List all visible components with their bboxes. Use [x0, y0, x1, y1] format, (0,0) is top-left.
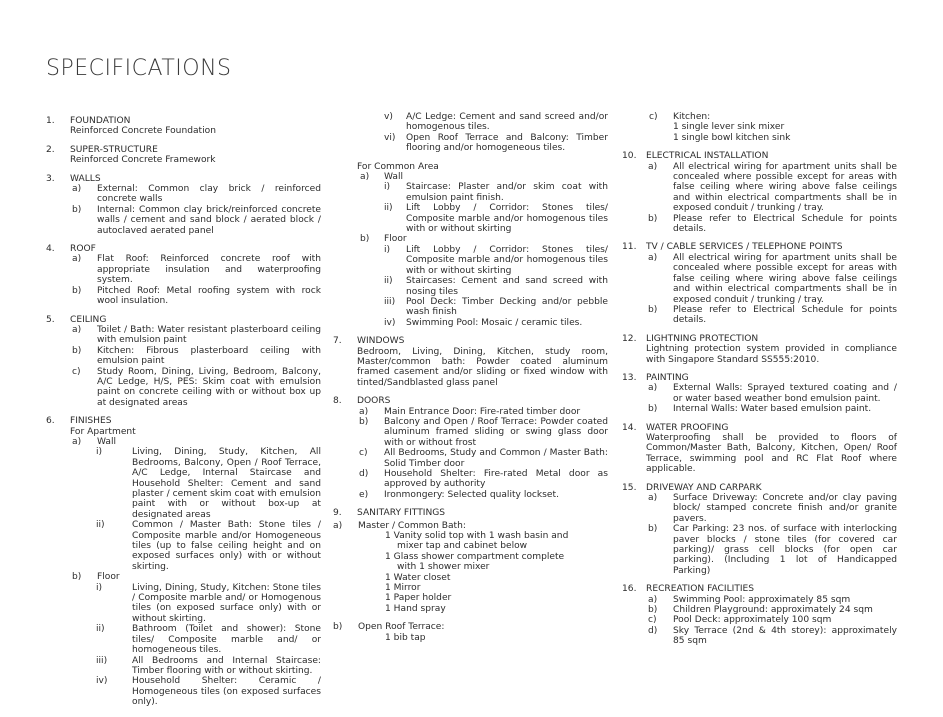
section-text: Bedroom, Living, Dining, Kitchen, study room, Master/common bath: Powder coated aluminum framed casement and/or sliding or fixed window with tinted/Sandblasted glass panel: [357, 346, 608, 388]
spec-item: [46, 254, 321, 285]
item-text: All electrical wiring for apartment units shall be concealed where possible except for areas with false ceiling where wiring above false ceilings and within electrical compartments shall be in exposed conduit / trunking / tray.: [673, 252, 897, 305]
spec-column-3: [622, 112, 897, 655]
item-text: Pitched Roof: Metal roofing system with rock wool insulation.: [97, 285, 321, 307]
spec-section: [622, 483, 897, 577]
sanitary-fittings: [333, 521, 608, 643]
spec-section: [46, 174, 321, 236]
page-title: SPECIFICATIONS: [46, 56, 232, 81]
item-text: Kitchen:: [673, 112, 711, 122]
item-marker: d): [359, 469, 369, 479]
item-marker: c): [72, 366, 81, 377]
finishes-continued: [333, 112, 608, 154]
item-text: Floor: [97, 572, 120, 583]
section-text: For Apartment: [70, 426, 136, 437]
item-text: Please refer to Electrical Schedule for points details.: [673, 213, 897, 235]
item-text: Floor: [384, 234, 407, 245]
item-text: Open Roof Terrace:: [358, 622, 445, 633]
section-number: 16.: [622, 584, 637, 595]
spec-item: [46, 205, 321, 236]
item-text: External: Common clay brick / reinforced concrete walls: [97, 184, 321, 205]
spec-item: [46, 572, 321, 582]
item-marker: ii): [96, 520, 105, 531]
section-text: Reinforced Concrete Framework: [70, 155, 216, 166]
spec-item: [46, 520, 321, 572]
section-number: 11.: [622, 242, 637, 253]
spec-item: [357, 182, 608, 203]
spec-item: [46, 437, 321, 447]
spec-item: [46, 447, 321, 520]
item-text: Flat Roof: Reinforced concrete roof with appropriate insulation and waterproofing system.: [97, 254, 321, 286]
spec-item: [622, 214, 897, 235]
section-heading: RECREATION FACILITIES: [646, 584, 755, 595]
spacer: [622, 143, 897, 151]
spec-item: [46, 184, 321, 205]
fitting-line: mixer tap and cabinet below: [397, 541, 528, 552]
section-heading: SANITARY FITTINGS: [357, 508, 446, 519]
section-heading: ELECTRICAL INSTALLATION: [646, 151, 769, 162]
item-text: Toilet / Bath: Water resistant plasterboard ceiling with emulsion paint: [97, 324, 321, 346]
item-marker: v): [384, 112, 393, 122]
section-heading: PAINTING: [646, 372, 689, 383]
item-marker: iv): [96, 676, 108, 687]
common-area: [333, 162, 608, 329]
section-heading: TV / CABLE SERVICES / TELEPHONE POINTS: [646, 242, 843, 253]
fitting-line: 1 Paper holder: [385, 593, 452, 604]
section-number: 6.: [46, 416, 55, 427]
item-marker: a): [72, 254, 82, 265]
item-text: All electrical wiring for apartment units shall be concealed where possible except for areas with false ceiling where wiring above false ceilings and within electrical compartments shall be in exposed conduit / trunking / tray.: [673, 161, 897, 214]
spec-item: [622, 162, 897, 214]
section-heading: FOUNDATION: [70, 116, 131, 126]
item-text: Swimming Pool: approximately 85 sqm: [673, 594, 851, 605]
item-text: Please refer to Electrical Schedule for points details.: [673, 304, 897, 326]
item-text: Open Roof Terrace and Balcony: Timber flooring and/or homogeneous tiles.: [406, 132, 608, 154]
spec-item: [333, 521, 608, 531]
section-number: 4.: [46, 244, 55, 255]
spec-section: [333, 336, 608, 388]
item-text: Internal: Common clay brick/reinforced concrete walls / cement and sand block / aerated block / autoclaved aerated panel: [97, 204, 321, 236]
item-marker: b): [359, 416, 369, 427]
spec-item: [622, 595, 897, 605]
item-marker: ii): [384, 203, 393, 214]
section-heading: WATER PROOFING: [646, 422, 729, 433]
item-marker: i): [384, 244, 391, 255]
spec-item: [357, 203, 608, 234]
section-heading: LIGHTNING PROTECTION: [646, 333, 759, 344]
spec-section: [622, 151, 897, 234]
spec-item: [622, 383, 897, 404]
spec-item: [333, 622, 608, 632]
item-marker: ii): [384, 276, 393, 287]
item-text: Staircases: Cement and sand screed with nosing tiles: [406, 276, 608, 297]
item-marker: c): [648, 615, 657, 626]
item-text: Swimming Pool: Mosaic / ceramic tiles.: [406, 317, 583, 328]
spec-item: [622, 253, 897, 305]
item-marker: i): [96, 582, 103, 593]
item-marker: vi): [384, 132, 396, 143]
section-heading: DRIVEWAY AND CARPARK: [646, 482, 762, 493]
item-marker: c): [649, 112, 658, 122]
item-marker: b): [648, 404, 658, 415]
section-heading: WALLS: [70, 173, 101, 184]
item-marker: iii): [384, 296, 396, 307]
section-text: Reinforced Concrete Foundation: [70, 126, 216, 137]
item-marker: b): [648, 524, 658, 535]
spec-section: [622, 242, 897, 325]
item-marker: a): [648, 594, 658, 605]
item-marker: d): [648, 625, 658, 636]
item-text: Household Shelter: Ceramic / Homogeneous tiles (on exposed surfaces only).: [132, 676, 321, 708]
fitting-line: 1 Vanity solid top with 1 wash basin and: [385, 531, 569, 542]
item-text: Study Room, Dining, Living, Bedroom, Balcony, A/C Ledge, H/S, PES: Skim coat with emulsion paint on concrete ceiling with or without box up at designated areas: [97, 366, 321, 408]
spec-item: [46, 346, 321, 367]
spec-item: [622, 605, 897, 615]
section-heading: CEILING: [70, 314, 107, 325]
item-marker: a): [72, 184, 82, 195]
item-text: Living, Dining, Study, Kitchen: Stone tiles / Composite marble and/ or Homogenous tiles (on exposed surface only) with or without skirting.: [132, 582, 321, 624]
item-marker: a): [72, 436, 82, 447]
fitting-line: 1 bib tap: [385, 632, 426, 643]
spec-item: [333, 417, 608, 448]
common-area-label: For Common Area: [357, 161, 439, 172]
item-text: Wall: [384, 172, 404, 183]
spec-column-1: [46, 116, 321, 716]
item-text: External Walls: Sprayed textured coating and / or water based weather bond emulsion paint.: [673, 383, 897, 404]
spec-item: [357, 234, 608, 244]
spec-item: [46, 656, 321, 677]
spacer: [333, 328, 608, 336]
spec-item: [46, 624, 321, 655]
section-heading: SUPER-STRUCTURE: [70, 144, 158, 155]
section-number: 15.: [622, 482, 637, 493]
section-heading: WINDOWS: [357, 336, 405, 347]
item-marker: i): [96, 447, 103, 458]
spec-item: [622, 524, 897, 576]
spec-item: [333, 490, 608, 500]
spec-section: [46, 244, 321, 306]
item-text: Pool Deck: Timber Decking and/or pebble wash finish: [406, 296, 608, 318]
fitting-line: 1 Glass shower compartment complete: [385, 551, 565, 562]
spec-column-2: [333, 112, 608, 643]
section-number: 2.: [46, 144, 55, 155]
spec-item: [46, 286, 321, 307]
item-text: Internal Walls: Water based emulsion paint.: [673, 404, 872, 415]
item-text: Master / Common Bath:: [358, 520, 466, 531]
spacer: [333, 154, 608, 162]
spec-item: [357, 133, 608, 154]
item-marker: ii): [96, 624, 105, 635]
spec-item: [46, 583, 321, 625]
spec-item: [46, 676, 321, 707]
item-text: All Bedrooms and Internal Staircase: Timber flooring with or without skirting.: [132, 655, 321, 676]
item-marker: a): [333, 520, 343, 531]
item-text: Sky Terrace (2nd & 4th storey): approximately 85 sqm: [673, 625, 897, 647]
spec-item: [357, 245, 608, 276]
spec-item: [333, 407, 608, 417]
section-heading: DOORS: [357, 396, 391, 407]
section-number: 1.: [46, 116, 55, 126]
fitting-line: 1 Water closet: [385, 572, 451, 583]
spec-item: [357, 172, 608, 182]
spec-section: [333, 396, 608, 500]
spec-item: [333, 448, 608, 469]
item-text: Lift Lobby / Corridor: Stones tiles/ Composite marble and/or homogenous tiles with or without skirting: [406, 203, 608, 235]
item-marker: b): [72, 285, 82, 296]
item-marker: a): [648, 161, 658, 172]
fitting-line: 1 single lever sink mixer: [673, 122, 785, 133]
item-text: Kitchen: Fibrous plasterboard ceiling with emulsion paint: [97, 345, 321, 367]
item-text: Living, Dining, Study, Kitchen, All Bedrooms, Balcony, Open / Roof Terrace, A/C Ledge, Internal Staircase and Household Shelter: Cement and sand plaster / cement skim coat with emulsion paint with or without box-up at designated areas: [132, 447, 321, 520]
item-marker: a): [72, 324, 82, 335]
spec-item: [622, 493, 897, 524]
spec-section: [46, 145, 321, 166]
item-text: Pool Deck: approximately 100 sqm: [673, 615, 832, 626]
section-number: 10.: [622, 151, 637, 162]
item-text: Staircase: Plaster and/or skim coat with emulsion paint finish.: [406, 182, 608, 203]
spec-item: [46, 325, 321, 346]
fitting-line: 1 single bowl kitchen sink: [673, 132, 791, 143]
item-marker: a): [359, 406, 369, 417]
spacer: [333, 614, 608, 622]
item-marker: a): [648, 383, 658, 394]
item-text: Surface Driveway: Concrete and/or clay paving block/ stamped concrete finish and/or granite pavers.: [673, 493, 897, 524]
kitchen-fittings: [622, 112, 897, 143]
section-number: 5.: [46, 314, 55, 325]
spec-section: [46, 116, 321, 137]
spec-item: [622, 615, 897, 625]
item-text: Common / Master Bath: Stone tiles / Composite marble and/or Homogeneous tiles (up to false ceiling height and on exposed surfaces only) with or without skirting.: [132, 520, 321, 572]
item-text: Car Parking: 23 nos. of surface with interlocking paver blocks / stone tiles (for covered car parking)/ grass cell blocks (for open car parking). (Including 1 lot of Handicapped Parking): [673, 524, 897, 576]
section-number: 7.: [333, 336, 342, 347]
item-marker: b): [72, 572, 82, 583]
section-number: 12.: [622, 333, 637, 344]
section-heading: FINISHES: [70, 416, 112, 427]
item-marker: a): [648, 493, 658, 503]
section-text: Lightning protection system provided in compliance with Singapore Standard SS555:2010.: [646, 344, 897, 365]
spec-item: [646, 112, 897, 122]
item-marker: c): [359, 448, 368, 459]
item-marker: i): [384, 182, 391, 193]
item-marker: b): [333, 622, 343, 633]
spec-section: [333, 508, 608, 518]
fitting-line: 1 Mirror: [385, 583, 421, 594]
fitting-line: 1 Hand spray: [385, 603, 446, 614]
spec-section: [622, 373, 897, 415]
spec-item: [333, 469, 608, 490]
item-marker: b): [72, 345, 82, 356]
item-marker: b): [360, 234, 370, 245]
item-text: Ironmongery: Selected quality lockset.: [384, 489, 559, 500]
item-marker: b): [648, 605, 658, 616]
spec-item: [46, 367, 321, 409]
section-heading: ROOF: [70, 244, 96, 255]
item-marker: b): [648, 304, 658, 315]
item-text: Household Shelter: Fire-rated Metal door as approved by authority: [384, 469, 608, 490]
item-marker: e): [359, 489, 369, 500]
spec-item: [357, 112, 608, 133]
item-marker: a): [648, 252, 658, 263]
spec-item: [357, 276, 608, 297]
section-number: 3.: [46, 173, 55, 184]
item-text: Main Entrance Door: Fire-rated timber door: [384, 406, 581, 417]
item-marker: iii): [96, 655, 108, 666]
spec-item: [357, 297, 608, 318]
section-text: Waterproofing shall be provided to floors of Common/Master Bath, Balcony, Kitchen, Open/ Roof Terrace, swimming pool and RC Flat Roof where applicable.: [646, 432, 897, 475]
item-text: Children Playground: approximately 24 sqm: [673, 605, 873, 616]
section-number: 13.: [622, 372, 637, 383]
section-number: 8.: [333, 396, 342, 407]
spec-section: [622, 584, 897, 646]
spec-item: [622, 626, 897, 647]
item-marker: b): [648, 213, 658, 224]
spec-section: [622, 334, 897, 365]
spec-section: [46, 315, 321, 409]
section-number: 14.: [622, 422, 637, 433]
item-marker: iv): [384, 317, 396, 328]
item-text: Balcony and Open / Roof Terrace: Powder coated aluminum framed sliding or swing glass door with or without frost: [384, 416, 608, 448]
spec-section: [622, 423, 897, 475]
item-text: Lift Lobby / Corridor: Stones tiles/ Composite marble and/or homogenous tiles with or without skirting: [406, 244, 608, 276]
spec-item: [357, 318, 608, 328]
item-text: All Bedrooms, Study and Common / Master Bath: Solid Timber door: [384, 448, 608, 469]
item-text: Bathroom (Toilet and shower): Stone tiles/ Composite marble and/ or homogeneous tiles.: [132, 624, 321, 656]
item-marker: a): [360, 172, 370, 183]
fitting-line: with 1 shower mixer: [397, 562, 490, 573]
item-marker: b): [72, 204, 82, 215]
item-text: Wall: [97, 436, 117, 447]
spec-section: [46, 416, 321, 707]
spec-item: [622, 404, 897, 414]
spec-item: [622, 305, 897, 326]
section-number: 9.: [333, 508, 342, 519]
item-text: A/C Ledge: Cement and sand screed and/or homogenous tiles.: [406, 112, 608, 133]
